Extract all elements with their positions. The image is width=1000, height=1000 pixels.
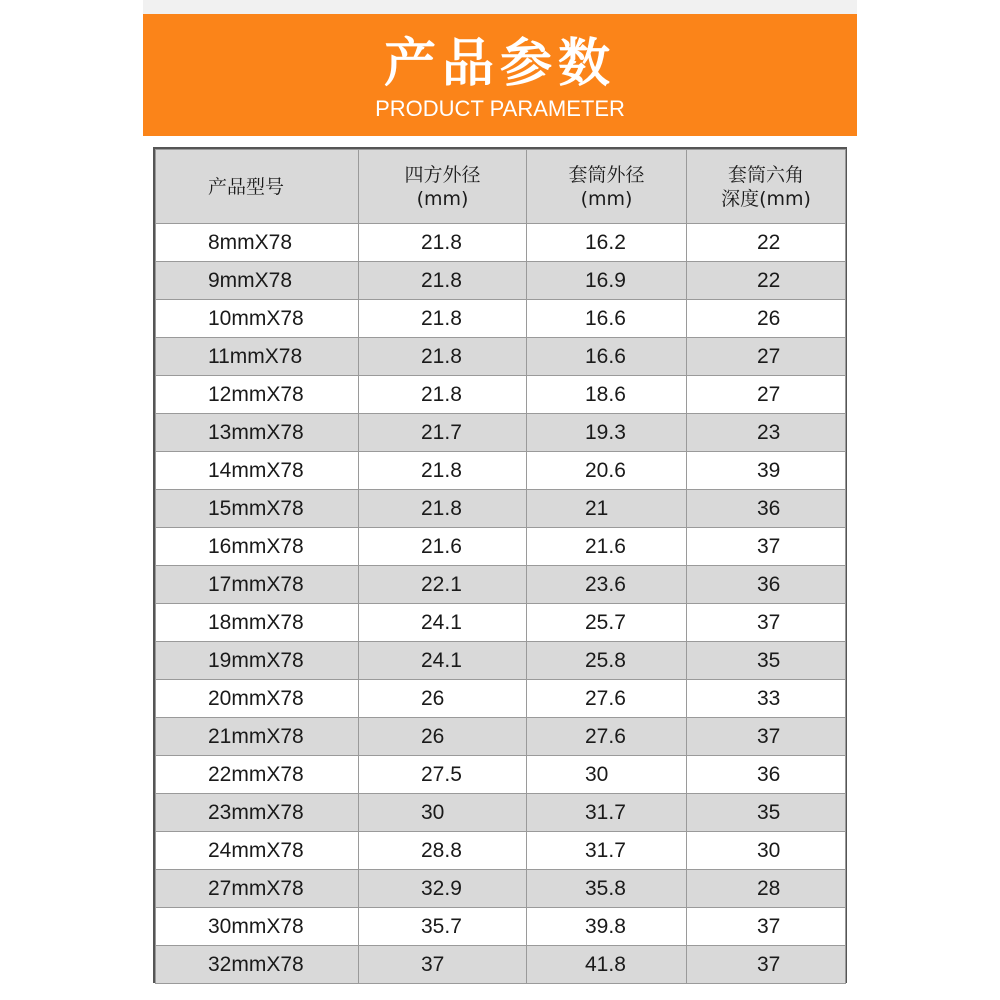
- table-row: [156, 756, 846, 794]
- cell-sleeve-outer-diameter: 16.9: [527, 262, 687, 300]
- table-row: [156, 300, 846, 338]
- cell-model: 19mmX78: [156, 642, 359, 680]
- cell-square-outer-diameter: 21.8: [359, 262, 527, 300]
- cell-model: 20mmX78: [156, 680, 359, 718]
- cell-hex-depth: 26: [687, 300, 846, 338]
- cell-model: 9mmX78: [156, 262, 359, 300]
- cell-square-outer-diameter: 21.8: [359, 224, 527, 262]
- cell-square-outer-diameter: 30: [359, 794, 527, 832]
- header-square-unit: (mm): [416, 187, 469, 210]
- cell-square-outer-diameter: 21.6: [359, 528, 527, 566]
- cell-hex-depth: 22: [687, 262, 846, 300]
- cell-square-outer-diameter: 21.8: [359, 452, 527, 490]
- cell-model: 22mmX78: [156, 756, 359, 794]
- cell-model: 10mmX78: [156, 300, 359, 338]
- cell-sleeve-outer-diameter: 16.6: [527, 300, 687, 338]
- cell-model: 16mmX78: [156, 528, 359, 566]
- table-row: [156, 528, 846, 566]
- cell-hex-depth: 36: [687, 756, 846, 794]
- parameter-table: [155, 149, 846, 984]
- cell-square-outer-diameter: 28.8: [359, 832, 527, 870]
- table-row: [156, 908, 846, 946]
- cell-model: 17mmX78: [156, 566, 359, 604]
- cell-model: 24mmX78: [156, 832, 359, 870]
- cell-model: 30mmX78: [156, 908, 359, 946]
- cell-model: 15mmX78: [156, 490, 359, 528]
- header-sleeve-outer-diameter: [527, 150, 687, 224]
- cell-model: 23mmX78: [156, 794, 359, 832]
- cell-hex-depth: 33: [687, 680, 846, 718]
- cell-model: 18mmX78: [156, 604, 359, 642]
- cell-hex-depth: 27: [687, 338, 846, 376]
- cell-model: 21mmX78: [156, 718, 359, 756]
- table-row: [156, 566, 846, 604]
- table-row: [156, 832, 846, 870]
- header-hex-label: 套筒六角: [727, 163, 804, 186]
- table-row: [156, 946, 846, 984]
- cell-sleeve-outer-diameter: 21.6: [527, 528, 687, 566]
- table-row: [156, 414, 846, 452]
- cell-square-outer-diameter: 26: [359, 718, 527, 756]
- table-row: [156, 262, 846, 300]
- cell-square-outer-diameter: 32.9: [359, 870, 527, 908]
- cell-sleeve-outer-diameter: 21: [527, 490, 687, 528]
- cell-square-outer-diameter: 37: [359, 946, 527, 984]
- header-banner: [143, 14, 857, 136]
- cell-square-outer-diameter: 21.8: [359, 338, 527, 376]
- table-row: [156, 376, 846, 414]
- header-hex-unit: 深度(mm): [721, 187, 811, 210]
- cell-model: 32mmX78: [156, 946, 359, 984]
- table-row: [156, 338, 846, 376]
- table-row: [156, 224, 846, 262]
- banner-title: 产品参数: [383, 34, 616, 94]
- cell-square-outer-diameter: 24.1: [359, 642, 527, 680]
- cell-hex-depth: 37: [687, 718, 846, 756]
- cell-sleeve-outer-diameter: 25.8: [527, 642, 687, 680]
- cell-hex-depth: 28: [687, 870, 846, 908]
- cell-model: 14mmX78: [156, 452, 359, 490]
- table-body: [156, 224, 846, 984]
- cell-hex-depth: 35: [687, 794, 846, 832]
- cell-sleeve-outer-diameter: 30: [527, 756, 687, 794]
- cell-sleeve-outer-diameter: 25.7: [527, 604, 687, 642]
- cell-sleeve-outer-diameter: 31.7: [527, 832, 687, 870]
- cell-hex-depth: 30: [687, 832, 846, 870]
- cell-hex-depth: 36: [687, 566, 846, 604]
- cell-hex-depth: 39: [687, 452, 846, 490]
- cell-sleeve-outer-diameter: 39.8: [527, 908, 687, 946]
- banner-subtitle: PRODUCT PARAMETER: [375, 96, 625, 121]
- table-row: [156, 680, 846, 718]
- cell-model: 8mmX78: [156, 224, 359, 262]
- cell-sleeve-outer-diameter: 27.6: [527, 680, 687, 718]
- table-row: [156, 794, 846, 832]
- cell-sleeve-outer-diameter: 27.6: [527, 718, 687, 756]
- table-row: [156, 452, 846, 490]
- parameter-table-container: [153, 147, 847, 983]
- cell-square-outer-diameter: 21.7: [359, 414, 527, 452]
- cell-square-outer-diameter: 35.7: [359, 908, 527, 946]
- header-sleeve-label: 套筒外径: [568, 163, 645, 186]
- cell-square-outer-diameter: 21.8: [359, 376, 527, 414]
- header-model: [156, 150, 359, 224]
- cell-hex-depth: 27: [687, 376, 846, 414]
- cell-square-outer-diameter: 21.8: [359, 300, 527, 338]
- table-row: [156, 490, 846, 528]
- cell-hex-depth: 37: [687, 528, 846, 566]
- cell-sleeve-outer-diameter: 23.6: [527, 566, 687, 604]
- table-row: [156, 718, 846, 756]
- table-header-row: [156, 150, 846, 224]
- cell-square-outer-diameter: 21.8: [359, 490, 527, 528]
- cell-model: 11mmX78: [156, 338, 359, 376]
- cell-sleeve-outer-diameter: 41.8: [527, 946, 687, 984]
- cell-sleeve-outer-diameter: 16.2: [527, 224, 687, 262]
- cell-square-outer-diameter: 26: [359, 680, 527, 718]
- cell-sleeve-outer-diameter: 31.7: [527, 794, 687, 832]
- table-row: [156, 604, 846, 642]
- cell-hex-depth: 23: [687, 414, 846, 452]
- cell-square-outer-diameter: 22.1: [359, 566, 527, 604]
- cell-model: 12mmX78: [156, 376, 359, 414]
- cell-square-outer-diameter: 27.5: [359, 756, 527, 794]
- table-row: [156, 642, 846, 680]
- cell-hex-depth: 35: [687, 642, 846, 680]
- cell-sleeve-outer-diameter: 16.6: [527, 338, 687, 376]
- header-hex-depth: [687, 150, 846, 224]
- cell-hex-depth: 37: [687, 604, 846, 642]
- cell-model: 27mmX78: [156, 870, 359, 908]
- table-row: [156, 870, 846, 908]
- header-square-outer-diameter: [359, 150, 527, 224]
- header-model-label: 产品型号: [208, 175, 285, 198]
- cell-sleeve-outer-diameter: 35.8: [527, 870, 687, 908]
- top-strip: [143, 0, 857, 14]
- cell-hex-depth: 22: [687, 224, 846, 262]
- header-square-label: 四方外径: [404, 163, 481, 186]
- cell-hex-depth: 36: [687, 490, 846, 528]
- cell-hex-depth: 37: [687, 946, 846, 984]
- cell-sleeve-outer-diameter: 18.6: [527, 376, 687, 414]
- cell-square-outer-diameter: 24.1: [359, 604, 527, 642]
- cell-hex-depth: 37: [687, 908, 846, 946]
- cell-model: 13mmX78: [156, 414, 359, 452]
- cell-sleeve-outer-diameter: 20.6: [527, 452, 687, 490]
- header-sleeve-unit: (mm): [580, 187, 633, 210]
- cell-sleeve-outer-diameter: 19.3: [527, 414, 687, 452]
